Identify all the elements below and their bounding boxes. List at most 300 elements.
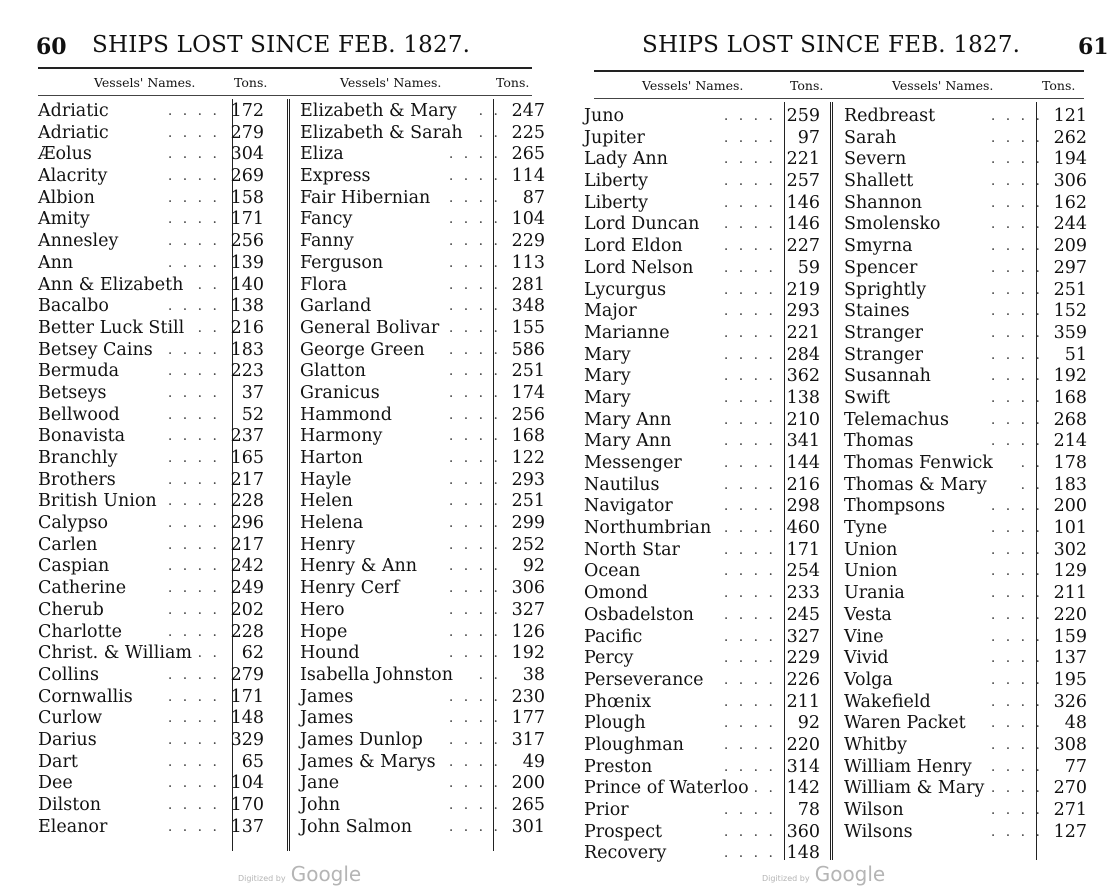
vessel-name: Plough (584, 713, 646, 734)
table-row (38, 209, 278, 231)
leader-dots: . . . . (167, 189, 220, 206)
leader-dots: . . . . (167, 623, 220, 640)
table-row (844, 583, 1089, 605)
table-row (38, 101, 278, 123)
table-row (38, 448, 278, 470)
leader-dots: . . . . (167, 666, 220, 683)
leader-dots: . . . . (448, 580, 501, 597)
leader-dots: . . . . (448, 515, 501, 532)
vessel-tons: 586 (511, 339, 545, 360)
leader-dots: . . . . (990, 216, 1043, 233)
leader-dots: . . . . (448, 428, 501, 445)
table-row (844, 822, 1089, 844)
vessel-name: Vivid (844, 648, 889, 669)
leader-dots: . . . . (990, 368, 1043, 385)
vessel-tons: 327 (786, 626, 820, 647)
table-row (38, 795, 278, 817)
table-row (844, 627, 1089, 649)
leader-dots: . . . . (723, 628, 776, 645)
vessel-name: Volga (844, 669, 893, 690)
vessel-name: Adriatic (38, 101, 109, 121)
vessel-tons: 195 (1053, 669, 1087, 690)
vessel-name: Flora (300, 274, 348, 295)
vessel-name: Redbreast (844, 106, 936, 126)
vessel-name: Union (844, 561, 898, 582)
leader-dots: . . . . (167, 146, 220, 163)
leader-dots: . . . . (723, 715, 776, 732)
vessel-name: British Union (38, 491, 157, 512)
col-head-names-1: Vessels' Names. (642, 78, 744, 93)
ships-column-2 (844, 106, 1089, 843)
vessel-tons: 92 (522, 556, 545, 577)
vessel-tons: 227 (786, 236, 820, 257)
leader-dots: . . (478, 103, 501, 119)
vessel-name: Lord Nelson (584, 257, 694, 278)
vessel-name: Vine (844, 626, 884, 647)
vessel-name: Hope (300, 621, 348, 642)
table-row (844, 280, 1089, 302)
vessel-name: Mary (584, 344, 631, 365)
vessel-tons: 306 (1053, 171, 1087, 192)
leader-dots: . . (197, 645, 220, 662)
leader-dots: . . . . (723, 585, 776, 602)
table-row (584, 236, 824, 258)
table-row (584, 128, 824, 150)
vessel-name: Branchly (38, 448, 118, 468)
vessel-name: Bermuda (38, 361, 120, 382)
leader-dots: . . . . (990, 585, 1043, 602)
leader-dots: . . . . (990, 736, 1043, 753)
vessel-tons: 192 (1053, 366, 1087, 387)
watermark-logo: Google (814, 862, 886, 886)
vessel-name: Ferguson (300, 252, 384, 273)
vessel-name: Preston (584, 756, 653, 777)
leader-dots: . . . . (990, 303, 1043, 320)
leader-dots: . . . . (448, 189, 501, 206)
vessel-tons: 228 (230, 621, 264, 642)
vessel-name: Mary (584, 387, 631, 408)
vessel-name: Cherub (38, 599, 104, 620)
vessel-tons: 38 (522, 664, 545, 685)
vessel-name: Mary Ann (584, 431, 672, 452)
vessel-name: Urania (844, 583, 905, 604)
vessel-tons: 221 (786, 149, 820, 170)
vessel-tons: 242 (230, 556, 264, 577)
leader-dots: . . . . (448, 363, 501, 380)
leader-dots: . . . . (723, 541, 776, 558)
vessel-tons: 148 (786, 843, 820, 864)
leader-dots: . . . . (448, 493, 501, 510)
vessel-tons: 281 (511, 274, 545, 295)
vessel-tons: 162 (1053, 192, 1087, 213)
vessel-name: Lord Duncan (584, 214, 700, 235)
vessel-name: Dee (38, 773, 73, 794)
leader-dots: . . . . (448, 753, 501, 770)
leader-dots: . . . . (167, 688, 220, 705)
vessel-tons: 121 (1053, 106, 1087, 126)
vessel-tons: 359 (1053, 322, 1087, 343)
vessel-tons: 159 (1053, 626, 1087, 647)
leader-dots: . . . . (167, 406, 220, 423)
vessel-tons: 209 (1053, 236, 1087, 257)
leader-dots: . . . . (448, 254, 501, 271)
leader-dots: . . . . (990, 780, 1043, 797)
vessel-tons: 302 (1053, 539, 1087, 560)
vessel-tons: 183 (230, 339, 264, 360)
vessel-name: James (300, 686, 354, 707)
vessel-name: Northumbrian (584, 518, 712, 539)
table-row (844, 540, 1089, 562)
table-row (844, 778, 1089, 800)
vessel-name: Glatton (300, 361, 366, 382)
vessel-name: Eliza (300, 144, 344, 165)
vessel-name: Hero (300, 599, 345, 620)
vessel-name: Harton (300, 448, 363, 468)
table-row (584, 388, 824, 410)
page-title: SHIPS LOST SINCE FEB. 1827. (642, 32, 1021, 58)
vessel-tons: 251 (511, 491, 545, 512)
vessel-name: Thomas Fenwick (844, 453, 993, 473)
leader-dots: . . . . (167, 168, 220, 185)
leader-dots: . . . . (990, 129, 1043, 146)
leader-dots: . . . . (723, 368, 776, 385)
vessel-name: Severn (844, 149, 907, 170)
leader-dots: . . . . (167, 601, 220, 618)
leader-dots: . . . . (167, 233, 220, 250)
vessel-tons: 362 (786, 366, 820, 387)
vessel-name: Whitby (844, 734, 907, 755)
table-row (584, 627, 824, 649)
leader-dots: . . . . (167, 515, 220, 532)
table-row (300, 513, 545, 535)
leader-dots: . . . . (990, 802, 1043, 818)
table-row (300, 231, 545, 253)
vessel-tons: 304 (230, 144, 264, 165)
table-row (844, 345, 1089, 367)
vessel-tons: 202 (230, 599, 264, 620)
leader-dots: . . . . (448, 276, 501, 293)
table-row (300, 448, 545, 470)
ships-column-2 (300, 101, 545, 838)
vessel-name: Eleanor (38, 816, 108, 837)
vessel-name: Pacific (584, 626, 643, 647)
table-row (38, 773, 278, 795)
table-row (584, 605, 824, 627)
vessel-name: Caspian (38, 556, 110, 577)
vessel-tons: 220 (786, 734, 820, 755)
leader-dots: . . . . (448, 601, 501, 618)
vessel-tons: 329 (230, 729, 264, 750)
digitized-watermark (762, 862, 885, 886)
leader-dots: . . . . (448, 818, 501, 835)
vessel-name: General Bolivar (300, 317, 440, 338)
vessel-name: Albion (38, 187, 95, 208)
table-row (300, 491, 545, 513)
leader-dots: . . . . (723, 520, 776, 537)
leader-dots: . . . . (990, 433, 1043, 450)
vessel-tons: 137 (1053, 648, 1087, 669)
table-row (844, 258, 1089, 280)
table-row (300, 535, 545, 557)
vessel-tons: 251 (1053, 279, 1087, 300)
table-row (584, 171, 824, 193)
leader-dots: . . . . (448, 536, 501, 553)
vessel-tons: 219 (786, 279, 820, 300)
vessel-tons: 217 (230, 534, 264, 555)
vessel-name: Liberty (584, 171, 649, 192)
vessel-name: Waren Packet (844, 713, 966, 734)
vessel-name: Curlow (38, 708, 103, 729)
leader-dots: . . . . (723, 650, 776, 667)
vessel-tons: 251 (511, 361, 545, 382)
vessel-name: Dart (38, 751, 78, 772)
leader-dots: . . . . (723, 823, 776, 840)
leader-dots: . . . . (723, 303, 776, 320)
vessel-tons: 155 (511, 317, 545, 338)
vessel-name: Betsey Cains (38, 339, 153, 360)
vessel-name: Dilston (38, 795, 102, 815)
table-row (844, 106, 1089, 128)
leader-dots: . . (1020, 455, 1043, 471)
leader-dots: . . . . (448, 797, 501, 813)
leader-dots: . . . . (723, 411, 776, 428)
vessel-tons: 249 (230, 578, 264, 599)
vessel-name: Wilsons (844, 821, 913, 842)
col-head-names-2: Vessels' Names. (892, 78, 994, 93)
vessel-name: Lady Ann (584, 149, 668, 170)
vessel-name: Christ. & William (38, 643, 192, 664)
vessel-tons: 297 (1053, 257, 1087, 278)
table-row (584, 670, 824, 692)
leader-dots: . . . . (448, 710, 501, 727)
table-row (584, 757, 824, 779)
vessel-name: Harmony (300, 426, 383, 447)
leader-dots: . . . . (448, 384, 501, 401)
table-row (300, 209, 545, 231)
vessel-tons: 271 (1053, 800, 1087, 820)
vessel-tons: 59 (797, 257, 820, 278)
vessel-name: Brothers (38, 469, 116, 490)
table-row (300, 296, 545, 318)
table-row (300, 795, 545, 817)
vessel-name: Fancy (300, 209, 353, 230)
table-row (844, 214, 1089, 236)
vessel-tons: 127 (1053, 821, 1087, 842)
table-row (300, 318, 545, 340)
vessel-tons: 174 (511, 382, 545, 403)
leader-dots: . . (478, 666, 501, 683)
ships-column-1 (38, 101, 278, 838)
vessel-name: Mary (584, 366, 631, 387)
ships-column-1 (584, 106, 824, 865)
leader-dots: . . . . (723, 693, 776, 710)
leader-dots: . . . . (990, 346, 1043, 363)
vessel-name: Staines (844, 301, 910, 322)
leader-dots: . . . . (167, 536, 220, 553)
table-row (584, 431, 824, 453)
vessel-name: Helena (300, 513, 364, 534)
vessel-name: Henry (300, 534, 356, 555)
table-row (584, 366, 824, 388)
table-row (300, 752, 545, 774)
table-row (844, 236, 1089, 258)
leader-dots: . . . . (723, 238, 776, 255)
leader-dots: . . . . (990, 411, 1043, 428)
vessel-tons: 200 (511, 773, 545, 794)
col-head-tons-2: Tons. (1042, 78, 1076, 93)
leader-dots: . . . . (990, 823, 1043, 840)
table-row (38, 144, 278, 166)
leader-dots: . . (1020, 476, 1043, 493)
vessel-name: Shallett (844, 171, 914, 192)
vessel-name: Shannon (844, 192, 923, 213)
leader-dots: . . . . (448, 341, 501, 358)
table-row (300, 578, 545, 600)
vessel-tons: 192 (511, 643, 545, 664)
leader-dots: . . . . (448, 211, 501, 228)
vessel-tons: 293 (786, 301, 820, 322)
vessel-name: Charlotte (38, 621, 123, 642)
table-row (38, 296, 278, 318)
table-row (300, 123, 545, 145)
column-divider-double (830, 102, 833, 860)
leader-dots: . . . . (723, 216, 776, 233)
vessel-name: Liberty (584, 192, 649, 213)
vessel-tons: 92 (797, 713, 820, 734)
vessel-name: Isabella Johnston (300, 664, 453, 685)
table-row (300, 383, 545, 405)
vessel-tons: 139 (230, 252, 264, 273)
vessel-tons: 216 (230, 317, 264, 338)
vessel-name: Amity (38, 209, 90, 230)
table-row (38, 578, 278, 600)
column-heading-rule (594, 98, 1084, 99)
table-row (38, 361, 278, 383)
vessel-name: Swift (844, 387, 891, 408)
vessel-name: Mary Ann (584, 409, 672, 430)
vessel-name: Navigator (584, 496, 673, 517)
table-row (38, 556, 278, 578)
table-row (844, 388, 1089, 410)
vessel-tons: 317 (511, 729, 545, 750)
vessel-tons: 148 (230, 708, 264, 729)
vessel-tons: 220 (1053, 604, 1087, 625)
leader-dots: . . . . (167, 731, 220, 748)
table-row (300, 708, 545, 730)
table-row (584, 345, 824, 367)
table-row (844, 713, 1089, 735)
vessel-tons: 299 (511, 513, 545, 534)
leader-dots: . . . . (448, 319, 501, 336)
vessel-tons: 296 (230, 513, 264, 534)
vessel-name: Smyrna (844, 236, 913, 257)
leader-dots: . . . . (990, 671, 1043, 688)
table-row (584, 540, 824, 562)
right-page (562, 0, 1116, 895)
vessel-tons: 62 (241, 643, 264, 664)
vessel-tons: 126 (511, 621, 545, 642)
vessel-tons: 78 (797, 800, 820, 820)
vessel-tons: 226 (786, 669, 820, 690)
table-row (844, 475, 1089, 497)
vessel-name: Marianne (584, 322, 670, 343)
leader-dots: . . . . (990, 650, 1043, 667)
table-row (38, 665, 278, 687)
table-row (844, 149, 1089, 171)
table-row (584, 800, 824, 822)
vessel-name: Bacalbo (38, 296, 109, 317)
vessel-name: Darius (38, 729, 97, 750)
table-row (300, 275, 545, 297)
table-row (300, 361, 545, 383)
leader-dots: . . . . (723, 736, 776, 753)
leader-dots: . . . . (990, 281, 1043, 298)
leader-dots: . . . . (990, 541, 1043, 558)
page-header (36, 30, 536, 64)
vessel-tons: 101 (1053, 518, 1087, 539)
table-row (584, 258, 824, 280)
vessel-tons: 171 (786, 539, 820, 560)
leader-dots: . . . . (167, 363, 220, 380)
table-row (584, 323, 824, 345)
table-row (300, 166, 545, 188)
page-number: 61 (1078, 34, 1109, 60)
leader-dots: . . . . (448, 168, 501, 185)
leader-dots: . . (753, 780, 776, 797)
vessel-tons: 152 (1053, 301, 1087, 322)
watermark-small: Digitized by (238, 874, 286, 883)
table-row (844, 128, 1089, 150)
leader-dots: . . . . (167, 428, 220, 445)
table-row (584, 496, 824, 518)
table-row (584, 475, 824, 497)
leader-dots: . . . . (167, 298, 220, 315)
leader-dots: . . . . (723, 281, 776, 298)
table-row (38, 470, 278, 492)
vessel-tons: 230 (511, 686, 545, 707)
page-number: 60 (36, 34, 67, 60)
vessel-name: Annesley (38, 231, 119, 252)
vessel-name: Thomas (844, 431, 914, 452)
leader-dots: . . . . (167, 124, 220, 141)
vessel-name: Hayle (300, 469, 352, 490)
vessel-tons: 140 (230, 274, 264, 295)
vessel-name: Messenger (584, 453, 682, 473)
vessel-name: Ann (38, 252, 74, 273)
leader-dots: . . . . (990, 324, 1043, 341)
vessel-tons: 360 (786, 821, 820, 842)
vessel-tons: 279 (230, 122, 264, 143)
vessel-tons: 293 (511, 469, 545, 490)
page-title: SHIPS LOST SINCE FEB. 1827. (92, 32, 471, 58)
vessel-name: Lycurgus (584, 279, 667, 300)
table-row (38, 708, 278, 730)
leader-dots: . . (478, 124, 501, 141)
leader-dots: . . . . (167, 710, 220, 727)
vessel-tons: 183 (1053, 474, 1087, 495)
vessel-tons: 265 (511, 144, 545, 165)
table-row (584, 822, 824, 844)
vessel-name: James & Marys (300, 751, 436, 772)
vessel-tons: 229 (511, 231, 545, 252)
leader-dots: . . . . (990, 498, 1043, 515)
leader-dots: . . . . (723, 259, 776, 276)
table-row (584, 713, 824, 735)
vessel-tons: 171 (230, 209, 264, 230)
table-row (38, 817, 278, 839)
vessel-tons: 211 (786, 691, 820, 712)
vessel-tons: 104 (511, 209, 545, 230)
